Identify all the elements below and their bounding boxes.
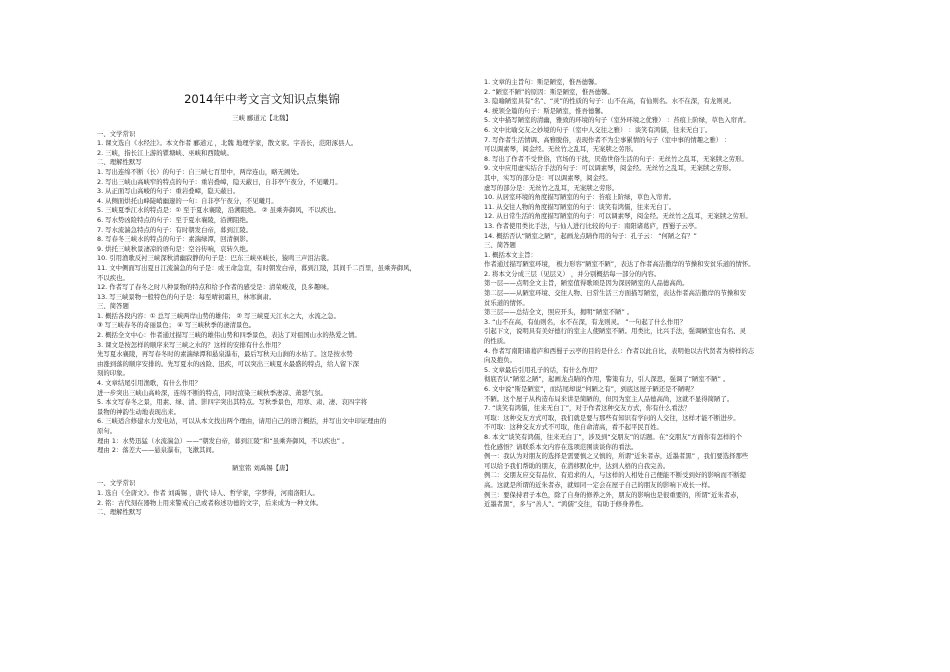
text-line: 进一步突出三峡山高岭深，连绵不断的特点，同时渲染三峡秋季凄凉、萧瑟气氛。 <box>97 388 328 397</box>
text-line: 6. 文中比喻交友之妙境的句子（室中人交往之雅） ：谈笑有鸿儒，往来无白丁。 <box>484 125 712 134</box>
lushiming-intro-section <box>97 479 482 517</box>
text-line: 2. “陋室不陋”的原因：斯是陋室，惟吾德馨。 <box>484 87 614 96</box>
text-line: 3. 从正面写山高峻的句子：重岩叠嶂，隐天蔽日。 <box>97 187 240 196</box>
lushiming-section <box>484 78 854 510</box>
text-line: 虚写的部分是：无丝竹之乱耳，无案牍之劳形。 <box>484 183 619 192</box>
text-line: 不以疾也。 <box>97 273 129 282</box>
text-line: 14. 概括否认“陋室之陋”，起画龙点睛作用的句子：孔子云： “何陋之有？” <box>484 231 697 240</box>
text-line: 性化感悟？请联系本文内容在选项范围谈谈你的看法。 <box>484 442 638 451</box>
text-line: 1. 文章的主旨句：斯是陋室，惟吾德馨。 <box>484 78 601 86</box>
text-line: 12. 作者写了春冬之时八种景物的特点和给予作者的感受是：清荣峻茂，良多趣味。 <box>97 283 333 292</box>
text-line: 近墨者黑”，多与“善人”、“鸿儒”交往，有助于修身养性。 <box>484 500 648 509</box>
text-line: 可取：这种交友方式可取，我们就是要与那些有知识有学问的人交往，这样才能不断进步。 <box>484 413 740 422</box>
text-line: 8. 写出了作者不受世俗，官场的干扰，厌倦世俗生活的句子：无丝竹之乱耳，无案牍之劳形。 <box>484 154 748 163</box>
text-line: 例三：要保持君子本色，除了自身的修养之外，朋友的影响也是很重要的，所谓“近朱者赤， <box>484 490 743 499</box>
text-line: 8. 写春冬三峡水的特点的句子：素湍绿潭，回清倒影。 <box>97 235 253 244</box>
text-line: 理由 2：落差大——悬泉瀑布，飞漱其间。 <box>97 446 219 455</box>
text-line: 1. 概括各段内容：① 总写三峡两岸山势的雄伟； ② 写三峡夏天江水之大，水流之急。 <box>97 311 340 320</box>
text-line: 刻的印象。 <box>97 369 129 378</box>
text-line: 不可取：这种交友方式不可取，他自命清高，看不起平民百姓。 <box>484 423 663 432</box>
text-line: 10. 引用渔歌反衬三峡深秋清幽寂静的句子是：巴东三峡巫峡长，猿鸣三声泪沾裳。 <box>97 254 333 263</box>
text-line: 原句。 <box>97 427 117 435</box>
text-line: 第一层——点明全文主旨，陋室值得歌颂是因为深居陋室的人品德高尚。 <box>484 279 689 288</box>
text-line: 引起下文，说明具有美好德行的室主人使陋室不陋。用类比，比兴手法，强调陋室也有名、灵 <box>484 327 747 336</box>
text-line: 5. 文中描写陋室的清幽，雅致的环境的句子（室外环境之优雅） ：苔痕上阶绿，草色入帘青。 <box>484 116 750 125</box>
text-line: 12. 从日常生活的角度描写陋室的句子：可以调素琴，阅金经。无丝竹之乱耳，无案牍之劳形。 <box>484 212 752 221</box>
text-line: 1. 概括本文主旨： <box>484 250 537 259</box>
text-line: 一、文学常识 <box>97 479 136 488</box>
text-line: 1. 课文选自《水经注》。本文作者 郦道元 ，北魏 地理学家，散文家。字善长，范阳涿县人。 <box>97 139 358 148</box>
text-line: ③ 写三峡春冬的奇丽景色； ④ 写三峡秋季的凄清景色。 <box>97 321 256 330</box>
text-line: 11. 从交往人物的角度描写陋室的句子：谈笑有鸿儒，往来无白丁。 <box>484 202 676 211</box>
text-line: 5. 三峡夏季江水的特点是：① 至于夏水襄陵，沿溯阻绝。 ② 虽乘奔御风，不以疾也。 <box>97 206 340 215</box>
text-line: 二、理解性默写 <box>97 508 142 517</box>
text-line: 9. 烘托三峡秋景凄凉的语句是：空谷传响，哀转久绝。 <box>97 244 253 253</box>
text-line: 第二层——从陋室环境、交往人物、日常生活三方面描写陋室，表达作者高洁傲岸的节操和安 <box>484 289 747 298</box>
text-line: 7. 写水流湍急特点的句子：有时朝发白帝，暮到江陵。 <box>97 225 253 234</box>
left-column <box>97 92 482 518</box>
text-line: 7. “谈笑有鸿儒，往来无白丁”，对于作者这种交友方式，你有什么看法？ <box>484 404 691 413</box>
text-line: 8. 本文“谈笑有鸿儒，往来无白丁”，涉及到“交朋友”的话题。在“交朋友”方面你有怎样的个 <box>484 432 743 441</box>
text-line: 4. 作者写南阳诸葛庐和西蜀子云亭的目的是什么：作者以此自比，表明他以古代贤者为榜样的志 <box>484 346 755 355</box>
text-line: 不陋。这个屋子从构造布局来讲是简陋的，但因为室主人品德高尚，这就不显得简陋了。 <box>484 394 734 403</box>
text-line: 三、简答题 <box>97 302 129 311</box>
text-line: 先写夏水襄陵，再写春冬时的素湍绿潭和悬泉瀑布，最后写秋天山涧的水枯了。这是按水势 <box>97 350 353 359</box>
text-line: 4. 统领全篇的句子：斯是陋室，惟吾德馨。 <box>484 106 608 115</box>
text-line: 的性质。 <box>484 337 510 346</box>
text-line: 4. 文章结尾引用渔歌，有什么作用？ <box>97 379 201 388</box>
text-line: 贫乐道的情怀。 <box>484 298 529 307</box>
text-line: 例一：我认为对朋友的选择是需要慎之又慎的，所谓“近朱者赤，近墨者黑” ，我们要选择那些 <box>484 452 749 461</box>
text-line: 6. 写水势凶险特点的句子：至于夏水襄陵，沿溯阻绝。 <box>97 215 253 224</box>
text-line: 可以调素琴，阅金经。无丝竹之乱耳，无案牍之劳形。 <box>484 145 638 154</box>
text-line: 9. 文中应用虚实结合手法的句子：可以调素琴，阅金经。无丝竹之乱耳，无案牍之劳形。 <box>484 164 735 173</box>
text-line: 二、理解性默写 <box>97 158 142 167</box>
sanxia-subtitle: 三峡 郦道元【北魏】 <box>232 114 292 122</box>
text-line: 2. 三峡，指长江上游的瞿塘峡、巫峡和西陵峡。 <box>97 148 233 157</box>
text-line: 3. 隐喻陋室具有“名”、“灵”的性质的句子：山不在高，有仙则名。水不在深，有龙则灵。 <box>484 97 736 106</box>
text-line: 高。这就是所谓的近朱者赤，就如同一定会在屋子自己的朋友的影响下成长一样。 <box>484 480 715 489</box>
text-line: 5. 文章最后引用孔子的话，有什么作用？ <box>484 365 601 374</box>
text-line: 彻底否认“陋室之陋”，起画龙点睛的作用，警策有力，引人深思，强调了“陋室不陋” 。 <box>484 375 730 384</box>
text-line: 7. 写作者生活情调、高雅脱俗，表现作者不为尘事累情的句子（室中事的情趣之雅） ： <box>484 135 731 144</box>
text-line: 3. 课文是按怎样的顺序来写三峡之水的？这样的安排有什么作用？ <box>97 340 285 349</box>
text-line: 1. 选自《全唐文》。作者 刘禹锡 ，唐代 诗人、哲学家，字梦得，河南洛阳人。 <box>97 488 319 497</box>
text-line: 11. 文中侧面写出夏日江流湍急的句子是：或王命急宣，有时朝发白帝，暮到江陵，其间千二百里，虽乘奔御风， <box>97 263 416 272</box>
sanxia-section <box>97 130 482 456</box>
text-line: 一、文学常识 <box>97 129 136 138</box>
text-line: 理由 1：水势迅猛（水流湍急）——“朝发白帝，暮到江陵”和“虽乘奔御风，不以疾也” 。 <box>97 436 349 445</box>
text-line: 6. 文中说“斯是陋室”，而结尾却说“何陋之有”，到底这屋子陋还是不陋呢？ <box>484 385 698 393</box>
text-line: 向及抱负。 <box>484 356 516 365</box>
text-line: 景物的神韵生动地表现出来。 <box>97 407 181 416</box>
text-line: 三、简答题 <box>484 241 516 250</box>
text-line: 13. 作者使用类比手法，与仙人进行比较的句子：南阳诸葛庐，西蜀子云亭。 <box>484 221 701 230</box>
lushiming-subtitle: 陋室铭 刘禹锡【唐】 <box>232 463 292 472</box>
text-line: 6. 三峡适合修建水力发电站，可以从本文找出两个理由，请用自己的语言概括，并写出文中印证理由的 <box>97 417 387 426</box>
text-line: 10. 从居室环境的角度描写陋室的句子：苔痕上阶绿，草色入帘青。 <box>484 193 676 202</box>
text-line: 1. 写出连绵不断（长）的句子：自三峡七百里中，两岸连山，略无阙处。 <box>97 167 304 176</box>
text-line: 2. 写出三峡山高峡窄的特点的句子：重岩叠嶂，隐天蔽日，自非亭午夜分，不见曦月。 <box>97 177 342 186</box>
text-line: 2. 将本文分成三层（见层义） ，并分别概括每一部分的内容。 <box>484 269 661 278</box>
document-title: 2014年中考文言文知识点集锦 <box>184 92 340 106</box>
text-line: 第三层——总结全文，照应开头，揭明“陋室不陋” 。 <box>484 308 634 317</box>
text-line: 2. 铭：古代刻在器物上用来警戒自己或者称述功德的文字，后来成为一种文体。 <box>97 498 323 507</box>
right-column <box>484 78 854 510</box>
text-line: 2. 概括全文中心：作者通过描写三峡的雄伟山势和四季景色，表达了对祖国山水的热爱之情。 <box>97 331 361 340</box>
text-line: 例二：交朋友应交有品位、有追求的人，与这样的人相处自己便能不断受到好的影响而不断提 <box>484 471 747 480</box>
text-line: 3. “山不在高，有仙则名，水不在深，有龙则灵。 ”一句起了什么作用？ <box>484 317 687 326</box>
text-line: 5. 本文写春冬之景，用素、绿、清、影四字突出其特点。写秋季景色，用寒、肃、凄、哀四字将 <box>97 398 368 407</box>
text-line: 其中，实写的部分是：可以调素琴，阅金经。 <box>484 173 612 182</box>
text-line: 4. 从侧面烘托山峰陡峭幽邃的一句：自非亭午夜分，不见曦月。 <box>97 196 278 205</box>
text-line: 13. 写三峡景物一般特色的句子是：每至晴初霜旦，林寒涧肃。 <box>97 292 276 301</box>
text-line: 作者通过描写陋室环境， 极力形容“陋室不陋”，表达了作者高洁傲岸的节操和安贫乐道的情怀。 <box>484 260 755 269</box>
text-line: 由涨到落的顺序安排的。先写夏水的凶险、迅疾，可以突出三峡夏水最盛的特点，给人留下深 <box>97 359 360 368</box>
text-line: 可以给予我们帮助的朋友，在潜移默化中，达到人格的自我完善。 <box>484 461 670 470</box>
